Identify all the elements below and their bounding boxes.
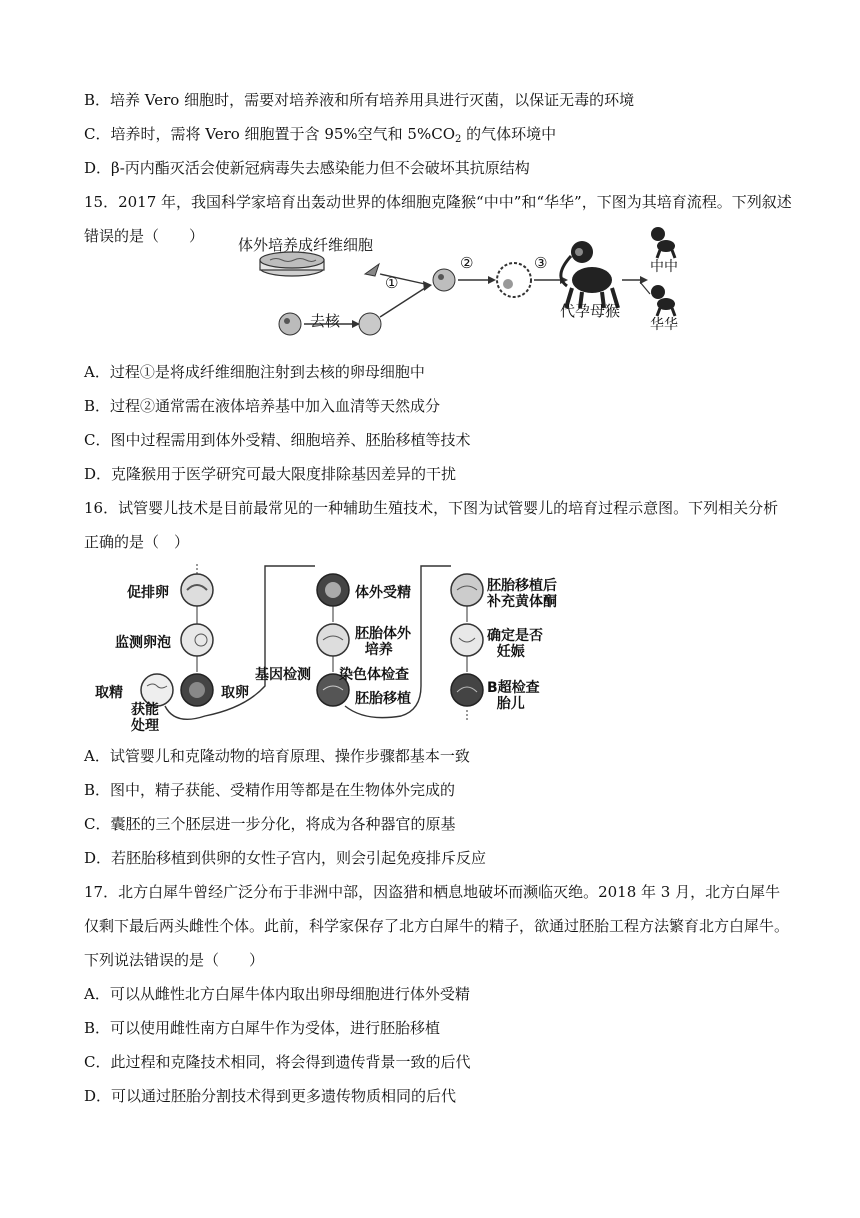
step3-marker: ③ [534, 254, 548, 272]
q15-option-d: D．克隆猴用于医学研究可最大限度排除基因差异的干扰 [84, 465, 457, 483]
q17-stem-line2: 仅剩下最后两头雌性个体。此前，科学家保存了北方白犀牛的精子，欲通过胚胎工程方法繁育北方白犀牛。 [84, 917, 790, 935]
clone-monkey-figure [230, 222, 700, 342]
q16-option-c: C．囊胚的三个胚层进一步分化，将成为各种器官的原基 [84, 815, 456, 833]
ivf-process-figure [95, 560, 565, 734]
ivf-label: 体外受精 [355, 585, 411, 601]
fibroblast-label: 体外培养成纤维细胞 [238, 236, 374, 254]
q16-stem-line1: 16．试管婴儿技术是目前最常见的一种辅助生殖技术，下图为试管婴儿的培育过程示意图。下列相关分析 [84, 499, 779, 517]
monitor-follicle-label: 监测卵泡 [115, 635, 171, 651]
capacitation-label: 获能 处理 [131, 702, 159, 734]
q15-stem-line2: 错误的是（ ） [84, 227, 205, 245]
q17-option-c: C．此过程和克隆技术相同，将会得到遗传背景一致的后代 [84, 1053, 471, 1071]
take-egg-label: 取卵 [221, 685, 249, 701]
q14-option-c: C．培养时，需将 Vero 细胞置于含 95%空气和 $5\%CO_2$ 的气体环境中 [84, 125, 557, 145]
q15-option-c: C．图中过程需用到体外受精、细胞培养、胚胎移植等技术 [84, 431, 471, 449]
q17-stem-line3: 下列说法错误的是（ ） [84, 951, 265, 969]
promote-ovulation-label: 促排卵 [127, 585, 169, 601]
gene-test-label: 基因检测 [255, 667, 311, 683]
pregnancy-check-label: 确定是否 妊娠 [487, 628, 543, 660]
q15-option-b: B．过程②通常需在液体培养基中加入血清等天然成分 [84, 397, 441, 415]
q16-stem-line2: 正确的是（ ） [84, 533, 190, 551]
q14-option-b: B．培养 Vero 细胞时，需要对培养液和所有培养用具进行灭菌，以保证无毒的环境 [84, 91, 635, 109]
q17-option-b: B．可以使用雌性南方白犀牛作为受体，进行胚胎移植 [84, 1019, 441, 1037]
q16-option-b: B．图中，精子获能、受精作用等都是在生物体外完成的 [84, 781, 456, 799]
surrogate-label: 代孕母猴 [560, 302, 621, 320]
step1-marker: ① [385, 274, 399, 292]
ultrasound-label: B超检查 胎儿 [487, 680, 540, 712]
q15-stem-line1: 15．2017 年，我国科学家培育出轰动世界的体细胞克隆猴“中中”和“华华”，下图为其培育流程。下列叙述 [84, 193, 792, 211]
monkey-huahua-label: 华华 [650, 317, 678, 333]
q14-option-d: D．β-丙内酯灭活会使新冠病毒失去感染能力但不会破坏其抗原结构 [84, 159, 530, 177]
q17-option-a: A．可以从雌性北方白犀牛体内取出卵母细胞进行体外受精 [84, 985, 470, 1003]
q17-option-d: D．可以通过胚胎分割技术得到更多遗传物质相同的后代 [84, 1087, 457, 1105]
monkey-zhongzhong-label: 中中 [650, 259, 678, 275]
chromosome-test-label: 染色体检查 [339, 667, 409, 683]
take-sperm-label: 取精 [95, 685, 123, 701]
embryo-transfer-label: 胚胎移植 [355, 691, 411, 707]
q15-option-a: A．过程①是将成纤维细胞注射到去核的卵母细胞中 [84, 363, 425, 381]
q16-option-d: D．若胚胎移植到供卵的女性子宫内，则会引起免疫排斥反应 [84, 849, 487, 867]
q17-stem-line1: 17．北方白犀牛曾经广泛分布于非洲中部，因盗猎和栖息地破坏而濒临灭绝。2018 年 3 月，北方白犀牛 [84, 883, 781, 901]
q16-option-a: A．试管婴儿和克隆动物的培育原理、操作步骤都基本一致 [84, 747, 470, 765]
embryo-culture-label: 胚胎体外 培养 [355, 626, 411, 658]
progesterone-label: 胚胎移植后 补充黄体酮 [487, 578, 557, 610]
enucleate-label: 去核 [310, 312, 341, 330]
step2-marker: ② [460, 254, 474, 272]
